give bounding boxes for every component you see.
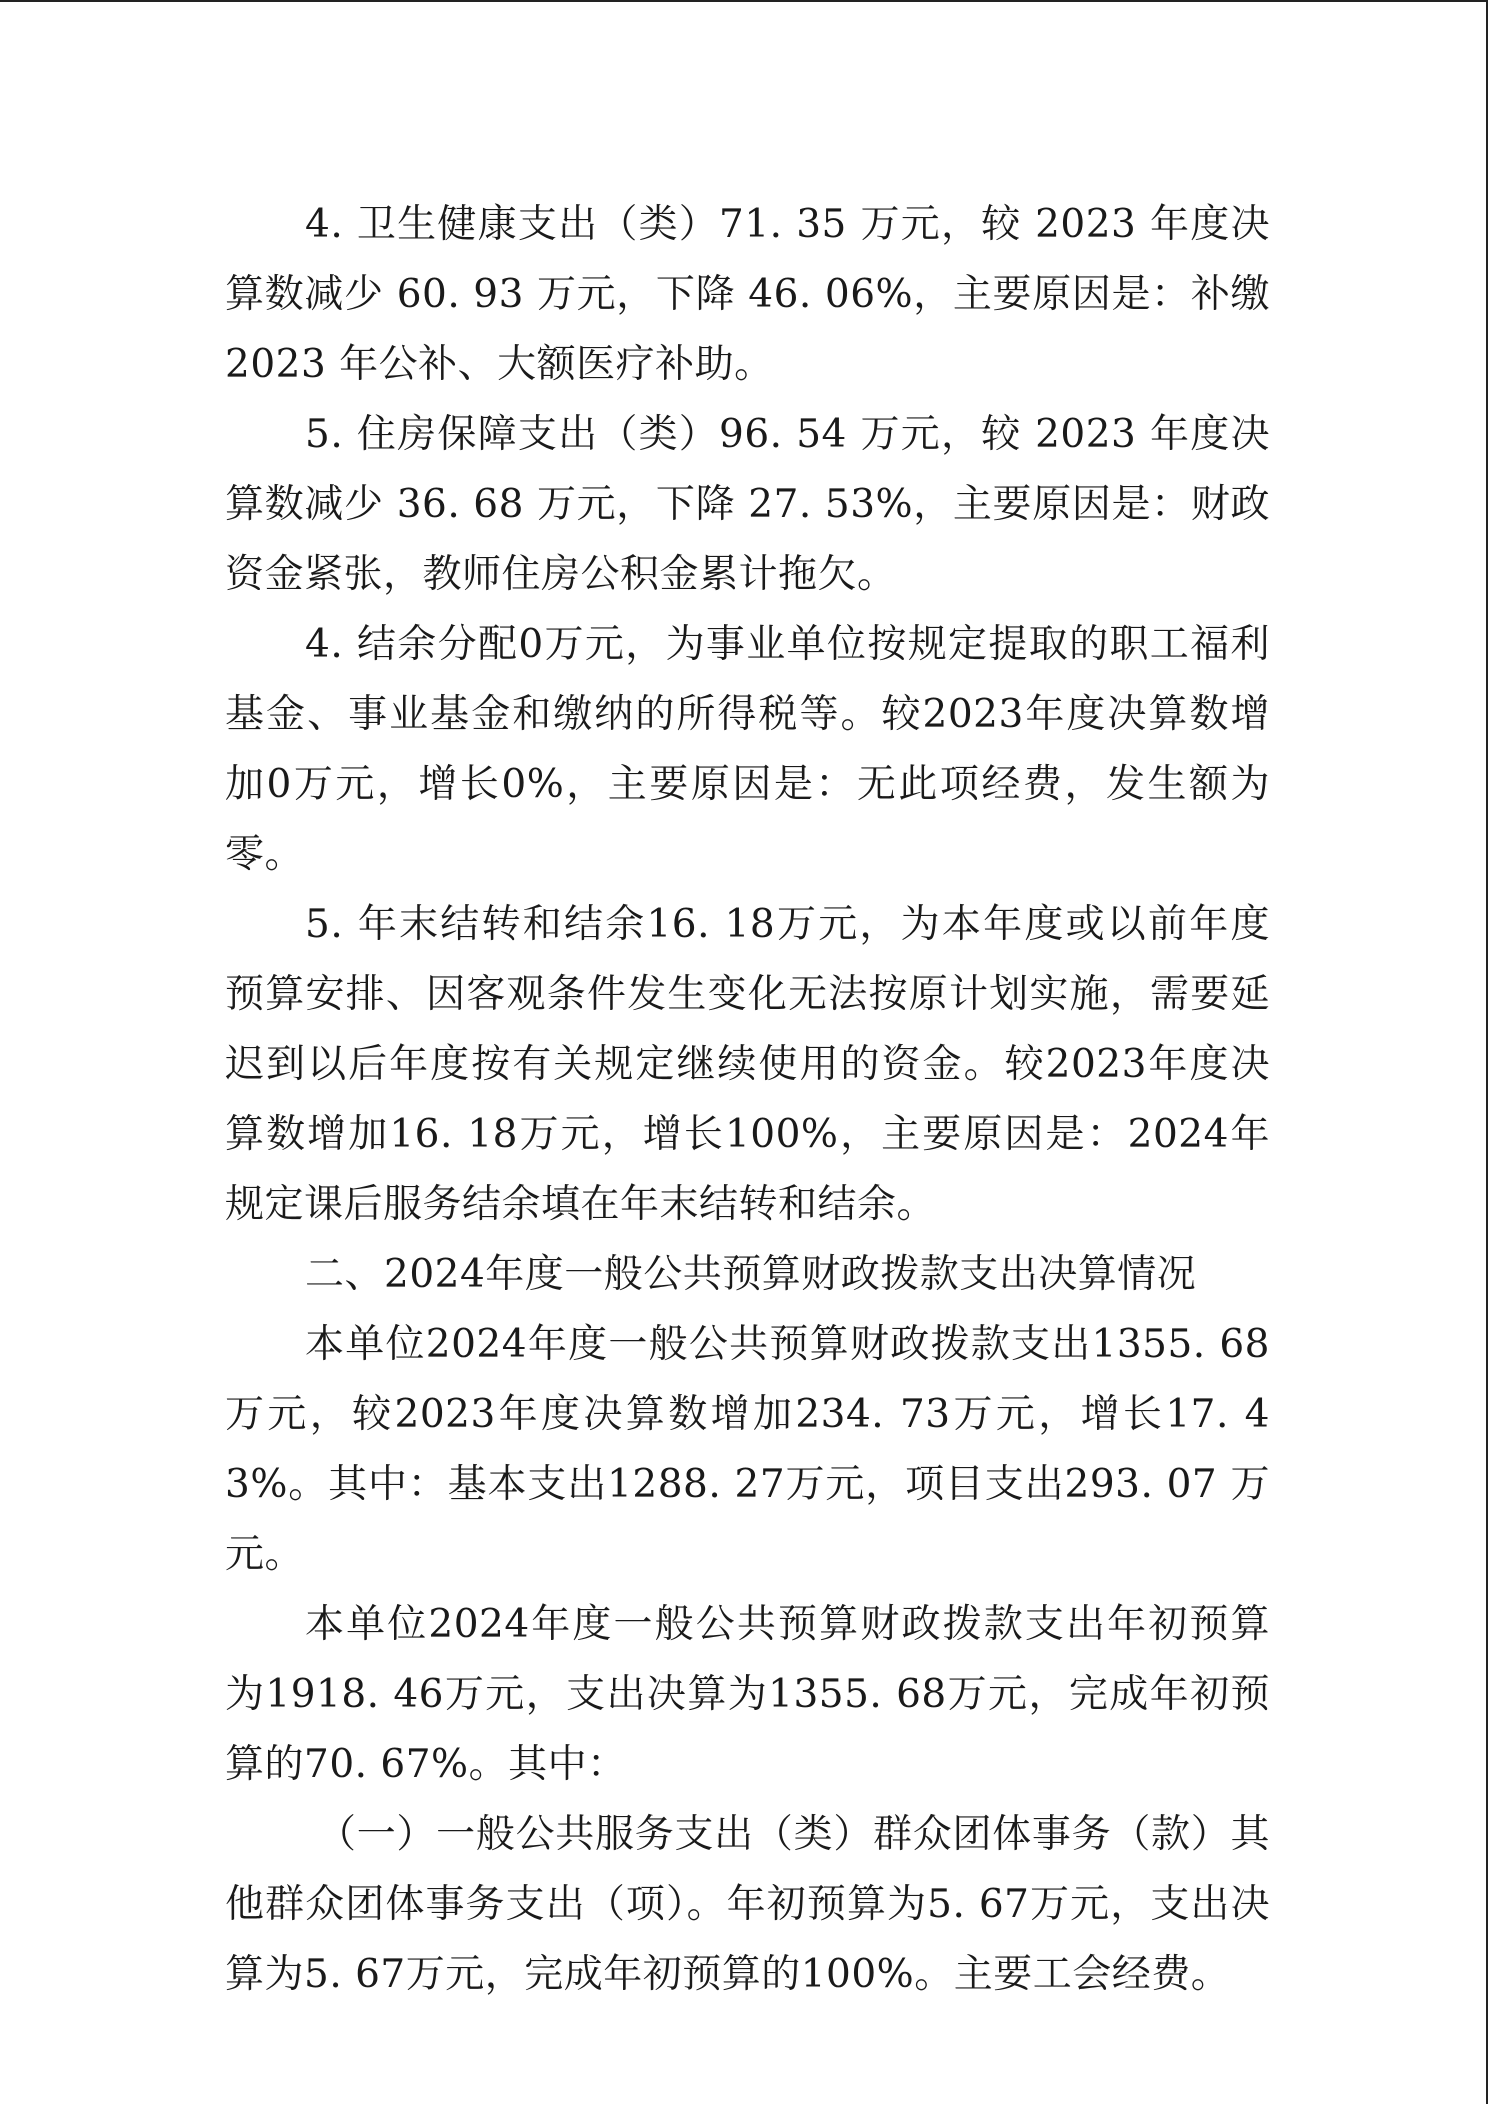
page-border-top xyxy=(0,0,1488,2)
paragraph-health-expense: 4. 卫生健康支出（类）71. 35 万元，较 2023 年度决算数减少 60. 93 万元，下降 46. 06%，主要原因是：补缴 2023 年公补、大额医疗补助。 xyxy=(225,202,1270,387)
section-heading: 二、2024年度一般公共预算财政拨款支出决算情况 xyxy=(305,1252,1197,1297)
document-body xyxy=(225,190,1270,2010)
paragraph-housing-expense: 5. 住房保障支出（类）96. 54 万元，较 2023 年度决算数减少 36. 68 万元，下降 27. 53%，主要原因是：财政资金紧张，教师住房公积金累计拖欠。 xyxy=(225,412,1270,597)
paragraph-public-service-item: （一）一般公共服务支出（类）群众团体事务（款）其他群众团体事务支出（项）。年初预算为5. 67万元，支出决算为5. 67万元，完成年初预算的100%。主要工会经费。 xyxy=(225,1812,1270,1997)
paragraph-budget-completion: 本单位2024年度一般公共预算财政拨款支出年初预算为1918. 46万元，支出决算为1355. 68万元，完成年初预算的70. 67%。其中： xyxy=(225,1602,1270,1787)
paragraph-year-end-carryover: 5. 年末结转和结余16. 18万元，为本年度或以前年度预算安排、因客观条件发生变化无法按原计划实施，需要延迟到以后年度按有关规定继续使用的资金。较2023年度决算数增加16. 18万元，增长100%，主要原因是：2024年规定课后服务结余填在年末结转和结余。 xyxy=(225,902,1270,1227)
paragraph-surplus-distribution: 4. 结余分配0万元，为事业单位按规定提取的职工福利基金、事业基金和缴纳的所得税等。较2023年度决算数增加0万元，增长0%，主要原因是：无此项经费，发生额为零。 xyxy=(225,622,1270,877)
paragraph-general-budget-summary: 本单位2024年度一般公共预算财政拨款支出1355. 68万元，较2023年度决算数增加234. 73万元，增长17. 43%。其中：基本支出1288. 27万元，项目支出293. 07 万元。 xyxy=(225,1322,1270,1577)
